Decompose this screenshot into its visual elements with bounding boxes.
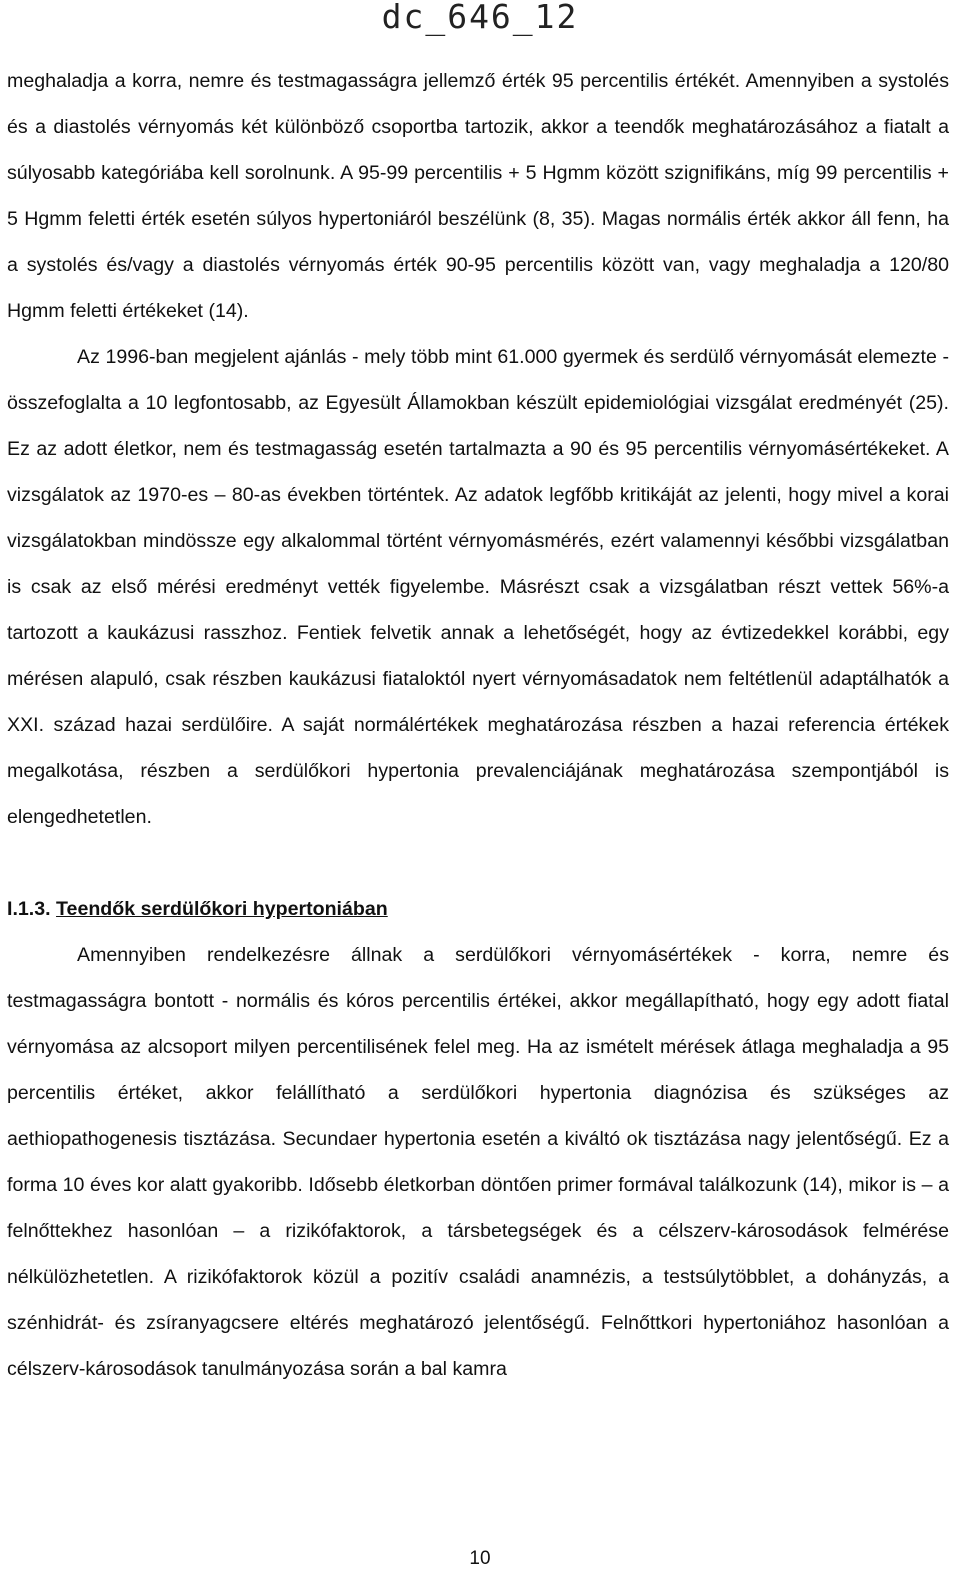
section-paragraph: Amennyiben rendelkezésre állnak a serdülőkori vérnyomásértékek - korra, nemre és testmagasságra bontott - normális és kóros percentilis értékei, akkor megállapítható, hogy egy adott fiatal vérnyomása az alcsoport milyen percentilisének felel meg. Ha az ismételt mérések átlaga meghaladja a 95 percentilis értéket, akkor felállítható a serdülőkori hypertonia diagnózisa és szükséges az aethiopathogenesis tisztázása. Secundaer hypertonia esetén a kiváltó ok tisztázása nagy jelentőségű. Ez a forma 10 éves kor alatt gyakoribb. Idősebb életkorban döntően primer formával találkozunk (14), mikor is – a felnőttekhez hasonlóan – a rizikófaktorok, a társbetegségek és a célszerv-károsodások felmérése nélkülözhetetlen. A rizikófaktorok közül a pozitív családi anamnézis, a testsúlytöbblet, a dohányzás, a szénhidrát- és zsíranyagcsere eltérés meghatározó jelentőségű. Felnőttkori hypertoniához hasonlóan a célszerv-károsodások tanulmányozása során a bal kamra: [7, 944, 949, 1380]
section-spacer: [7, 840, 949, 886]
document-body: [7, 58, 949, 1392]
page-number: 10: [469, 1548, 491, 1569]
body-paragraph-2: Az 1996-ban megjelent ajánlás - mely több mint 61.000 gyermek és serdülő vérnyomását elemezte - összefoglalta a 10 legfontosabb, az Egyesült Államokban készült epidemiológiai vizsgálat eredményét (25). Ez az adott életkor, nem és testmagasság esetén tartalmazta a 90 és 95 percentilis vérnyomásértékeket. A vizsgálatok az 1970-es – 80-as években történtek. Az adatok legfőbb kritikáját az jelenti, hogy mivel a korai vizsgálatokban mindössze egy alkalommal történt vérnyomásmérés, ezért valamennyi későbbi vizsgálatban is csak az első mérési eredményt vették figyelembe. Másrészt csak a vizsgálatban részt vettek 56%-a tartozott a kaukázusi rasszhoz. Fentiek felvetik annak a lehetőségét, hogy az évtizedekkel korábbi, egy mérésen alapuló, csak részben kaukázusi fiataloktól nyert vérnyomásadatok nem feltétlenül adaptálhatók a XXI. század hazai serdülőire. A saját normálértékek meghatározása részben a hazai referencia értékek megalkotása, részben a serdülőkori hypertonia prevalenciájának meghatározása szempontjából is elengedhetetlen.: [7, 346, 949, 828]
document-header-id: dc_646_12: [381, 0, 579, 36]
body-paragraph-1: meghaladja a korra, nemre és testmagasságra jellemző érték 95 percentilis értékét. Amennyiben a systolés és a diastolés vérnyomás két különböző csoportba tartozik, akkor a teendők meghatározásához a fiatalt a súlyosabb kategóriába kell sorolnunk. A 95-99 percentilis + 5 Hgmm között szignifikáns, míg 99 percentilis + 5 Hgmm feletti érték esetén súlyos hypertoniáról beszélünk (8, 35). Magas normális érték akkor áll fenn, ha a systolés és/vagy a diastolés vérnyomás érték 90-95 percentilis között van, vagy meghaladja a 120/80 Hgmm feletti értékeket (14).: [7, 70, 949, 322]
section-title: Teendők serdülőkori hypertoniában: [56, 898, 388, 920]
section-number: I.1.3.: [7, 898, 51, 920]
section-heading: [7, 886, 949, 932]
